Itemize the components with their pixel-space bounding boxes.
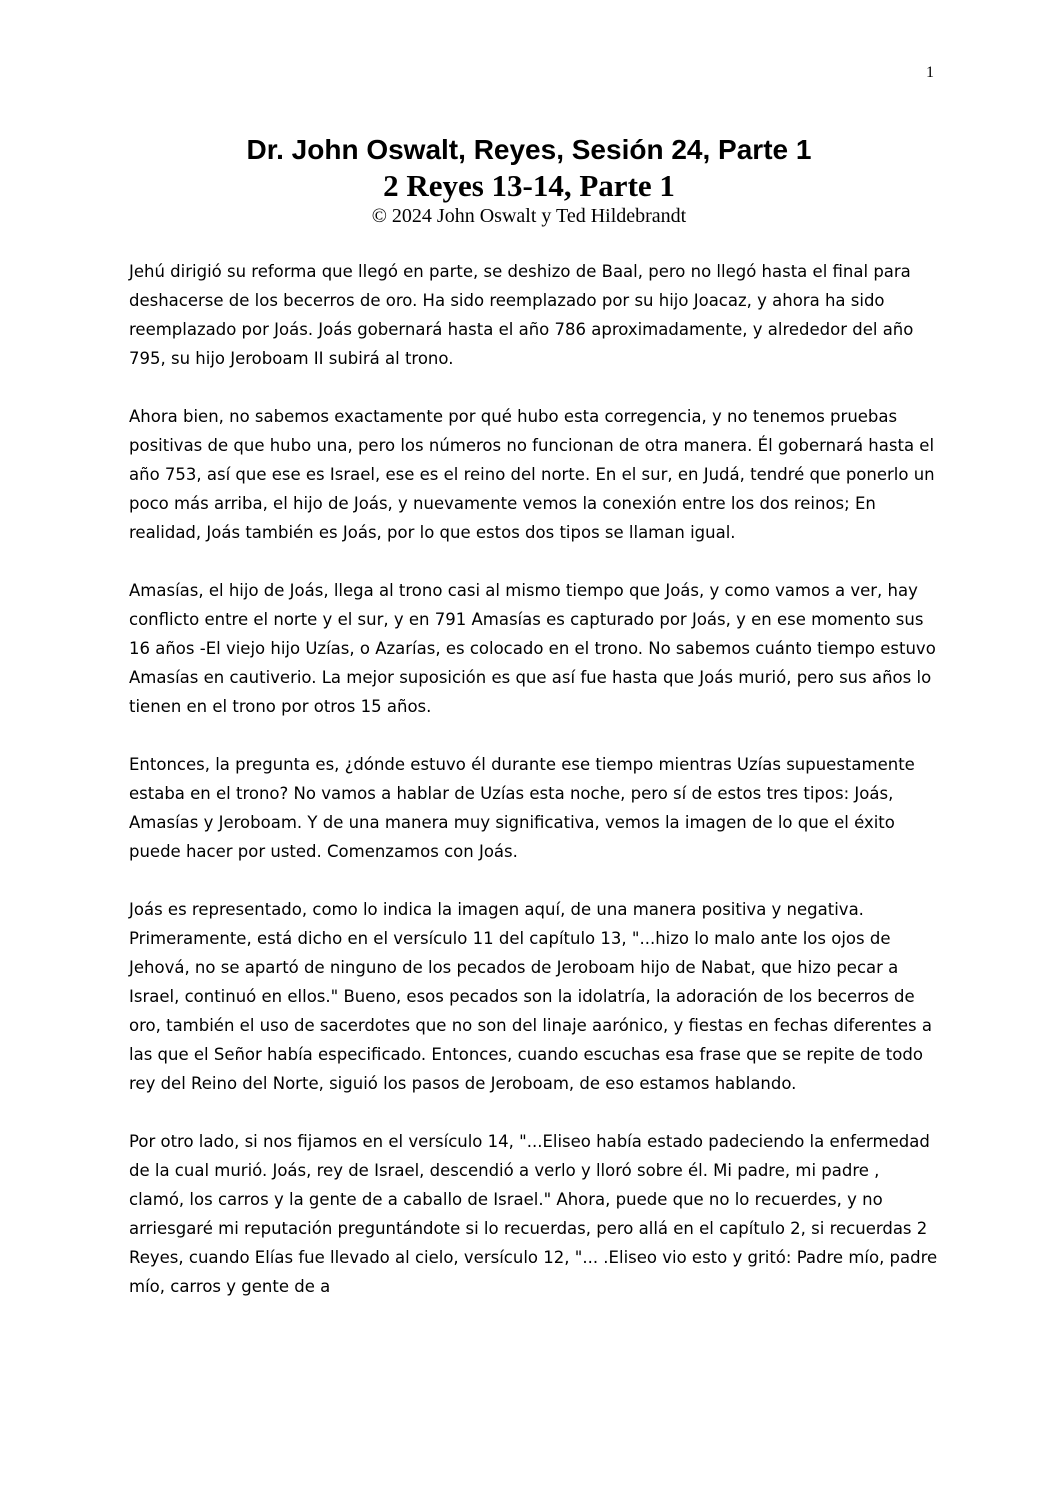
page-number: 1 bbox=[926, 64, 934, 81]
paragraph: Amasías, el hijo de Joás, llega al trono casi al mismo tiempo que Joás, y como vamos a ver, hay conflicto entre el norte y el sur, y en 791 Amasías es capturado por Joás, y en ese momento sus 16 años -El viejo hijo Uzías, o Azarías, es colocado en el trono. No sabemos cuánto tiempo estuvo Amasías en cautiverio. La mejor suposición es que así fue hasta que Joás murió, pero sus años lo tienen en el trono por otros 15 años. bbox=[129, 581, 936, 716]
document-title: Dr. John Oswalt, Reyes, Sesión 24, Parte 1 bbox=[246, 134, 812, 165]
copyright-line: © 2024 John Oswalt y Ted Hildebrandt bbox=[371, 205, 687, 227]
paragraph: Joás es representado, como lo indica la imagen aquí, de una manera positiva y negativa. Primeramente, está dicho en el versículo 11 del capítulo 13, "...hizo lo malo ante los ojos de Jehová, no se apartó de ninguno de los pecados de Jeroboam hijo de Nabat, que hizo pecar a Israel, continuó en ellos." Bueno, esos pecados son la idolatría, la adoración de los becerros de oro, también el uso de sacerdotes que no son del linaje aarónico, y fiestas en fechas diferentes a las que el Señor había especificado. Entonces, cuando escuchas esa frase que se repite de todo rey del Reino del Norte, siguió los pasos de Jeroboam, de eso estamos hablando. bbox=[129, 900, 932, 1093]
paragraph: Ahora bien, no sabemos exactamente por qué hubo esta corregencia, y no tenemos pruebas positivas de que hubo una, pero los números no funcionan de otra manera. Él gobernará hasta el año 753, así que ese es Israel, ese es el reino del norte. En el sur, en Judá, tendré que ponerlo un poco más arriba, el hijo de Joás, y nuevamente vemos la conexión entre los dos reinos; En realidad, Joás también es Joás, por lo que estos dos tipos se llaman igual. bbox=[129, 407, 935, 542]
paragraph: Entonces, la pregunta es, ¿dónde estuvo él durante ese tiempo mientras Uzías supuestamente estaba en el trono? No vamos a hablar de Uzías esta noche, pero sí de estos tres tipos: Joás, Amasías y Jeroboam. Y de una manera muy significativa, vemos la imagen de lo que el éxito puede hacer por usted. Comenzamos con Joás. bbox=[129, 755, 915, 861]
document-subtitle: 2 Reyes 13-14, Parte 1 bbox=[383, 168, 675, 203]
document-body bbox=[129, 257, 939, 1330]
paragraph: Jehú dirigió su reforma que llegó en parte, se deshizo de Baal, pero no llegó hasta el final para deshacerse de los becerros de oro. Ha sido reemplazado por su hijo Joacaz, y ahora ha sido reemplazado por Joás. Joás gobernará hasta el año 786 aproximadamente, y alrededor del año 795, su hijo Jeroboam II subirá al trono. bbox=[129, 262, 914, 368]
paragraph: Por otro lado, si nos fijamos en el versículo 14, "...Eliseo había estado padeciendo la enfermedad de la cual murió. Joás, rey de Israel, descendió a verlo y lloró sobre él. Mi padre, mi padre , clamó, los carros y la gente de a caballo de Israel." Ahora, puede que no lo recuerdes, y no arriesgaré mi reputación preguntándote si lo recuerdas, pero allá en el capítulo 2, si recuerdas 2 Reyes, cuando Elías fue llevado al cielo, versículo 12, "... .Eliseo vio esto y gritó: Padre mío, padre mío, carros y gente de a bbox=[129, 1132, 938, 1296]
document-header bbox=[0, 132, 1058, 228]
